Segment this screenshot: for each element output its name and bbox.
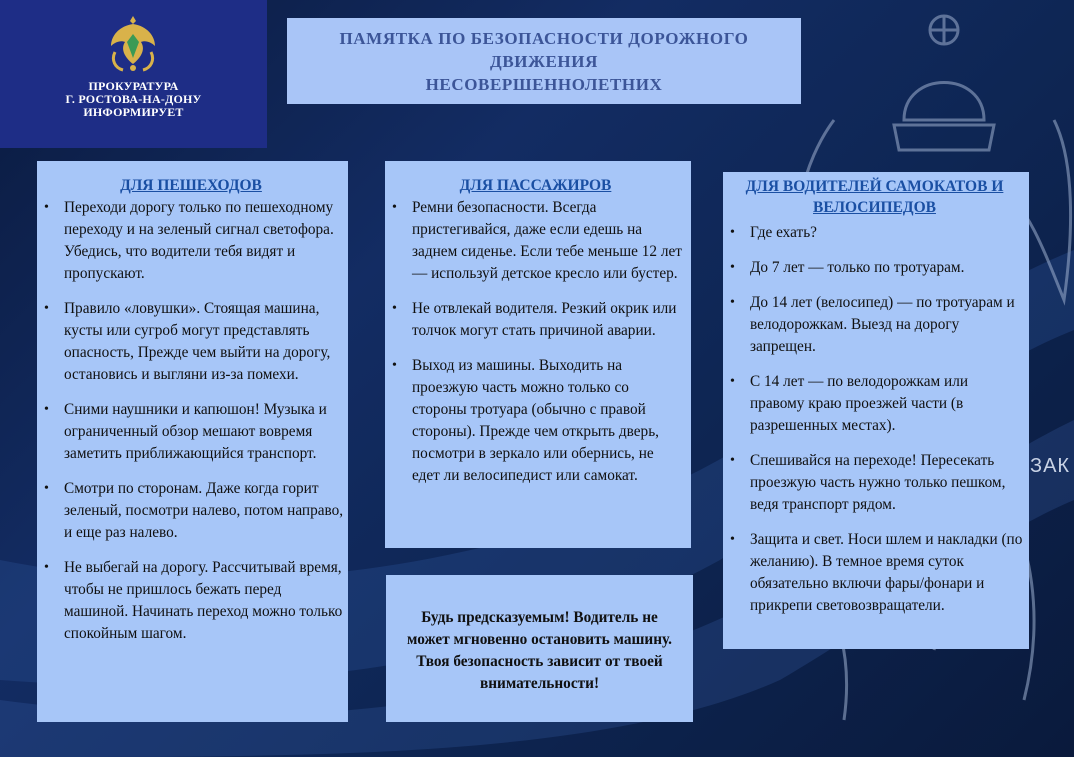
list-item: • До 14 лет (велосипед) — по тротуарам и велодорожкам. Выезд на дорогу запрещен. [724, 292, 1025, 358]
pedestrians-panel [37, 161, 348, 722]
title-line-1: ПАМЯТКА ПО БЕЗОПАСНОСТИ ДОРОЖНОГО [339, 29, 749, 48]
list-item: • Переходи дорогу только по пешеходному переходу и на зеленый сигнал светофора. Убедись, что водители тебя видят и пропускают. [38, 197, 344, 285]
riders-list [724, 222, 1025, 617]
riders-panel [723, 172, 1029, 649]
list-item: • Сними наушники и капюшон! Музыка и ограниченный обзор мешают вовремя заметить приближающийся транспорт. [38, 399, 344, 465]
passengers-panel [385, 161, 691, 548]
list-item: • Где ехать? [724, 222, 1025, 244]
org-line-2: Г. РОСТОВА-НА-ДОНУ [65, 92, 202, 106]
list-item: • С 14 лет — по велодорожкам или правому краю проезжей части (в разрешенных местах). [724, 371, 1025, 437]
pedestrians-list [38, 197, 344, 645]
passengers-heading: ДЛЯ ПАССАЖИРОВ [459, 177, 612, 194]
org-line-1: ПРОКУРАТУРА [88, 79, 179, 93]
list-item: • Не отвлекай водителя. Резкий окрик или толчок могут стать причиной аварии. [386, 298, 685, 342]
header-badge [0, 0, 267, 148]
pedestrians-heading: ДЛЯ ПЕШЕХОДОВ [120, 177, 262, 194]
title-line-2: ДВИЖЕНИЯ [490, 52, 598, 71]
list-item: • До 7 лет — только по тротуарам. [724, 257, 1025, 279]
background-text-fragment: ЗАК [1030, 455, 1071, 477]
safety-note-text: Будь предсказуемым! Водитель не может мгновенно остановить машину. Твоя безопасность зависит от твоей внимательности! [407, 609, 672, 692]
page-title [287, 18, 801, 104]
list-item: • Спешивайся на переходе! Пересекать проезжую часть нужно только пешком, ведя транспорт рядом. [724, 450, 1025, 516]
org-line-3: ИНФОРМИРУЕТ [83, 105, 184, 119]
prosecutor-emblem-icon [105, 12, 161, 74]
org-name [0, 80, 267, 119]
title-line-3: НЕСОВЕРШЕННОЛЕТНИХ [425, 75, 663, 94]
list-item: • Ремни безопасности. Всегда пристегивайся, даже если едешь на заднем сиденье. Если тебе меньше 12 лет — используй детское кресло или бустер. [386, 197, 685, 285]
list-item: • Не выбегай на дорогу. Рассчитывай время, чтобы не пришлось бежать перед машиной. Начинать переход можно только спокойным шагом. [38, 557, 344, 645]
riders-heading: ДЛЯ ВОДИТЕЛЕЙ САМОКАТОВ И ВЕЛОСИПЕДОВ [745, 178, 1004, 216]
list-item: • Правило «ловушки». Стоящая машина, кусты или сугроб могут представлять опасность, Прежде чем выйти на дорогу, остановись и выгляни из-за помехи. [38, 298, 344, 386]
safety-note [386, 575, 693, 722]
list-item: • Смотри по сторонам. Даже когда горит зеленый, посмотри налево, потом направо, и еще раз налево. [38, 478, 344, 544]
list-item: • Защита и свет. Носи шлем и накладки (по желанию). В темное время суток обязательно включи фары/фонари и прикрепи световозвращатели. [724, 529, 1025, 617]
list-item: • Выход из машины. Выходить на проезжую часть можно только со стороны тротуара (обычно с правой стороны). Прежде чем открыть дверь, посмотри в зеркало или обернись, не едет ли велосипедист или самокат. [386, 355, 685, 487]
passengers-list [386, 197, 685, 487]
